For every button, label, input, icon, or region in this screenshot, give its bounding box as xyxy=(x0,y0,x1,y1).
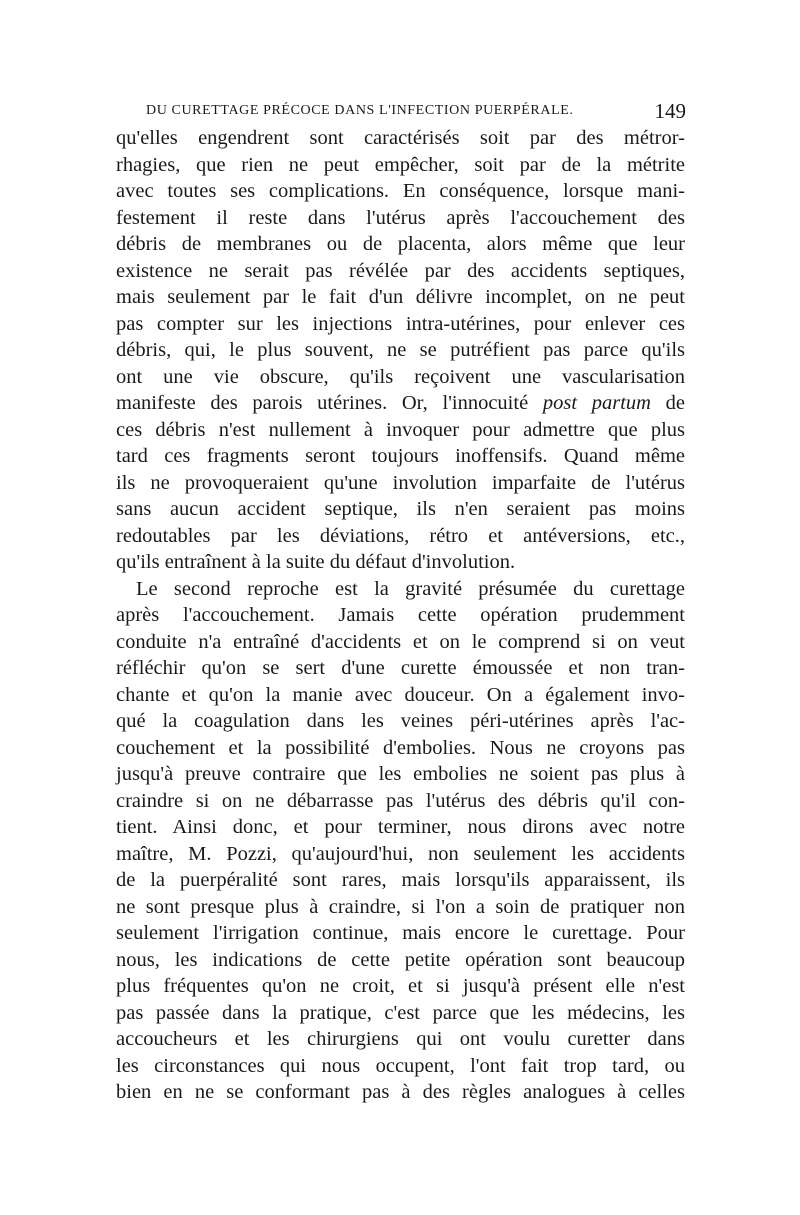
text-line: pas compter sur les injections intra-utérines, pour enlever ces xyxy=(116,312,685,335)
text-line: réfléchir qu'on se sert d'une curette émoussée et non tran- xyxy=(116,657,685,679)
text-segment: de xyxy=(665,392,685,414)
text-line: de la puerpéralité sont rares, mais lorsqu'ils apparaissent, ils xyxy=(116,869,685,891)
text-line: jusqu'à preuve contraire que les embolies ne soient pas plus à xyxy=(116,763,685,785)
text-line: débris de membranes ou de placenta, alors même que leur xyxy=(116,233,685,255)
text-line: plus fréquentes qu'on ne croit, et si jusqu'à présent elle n'est xyxy=(116,975,685,997)
text-line: tient. Ainsi donc, et pour terminer, nous dirons avec notre xyxy=(116,816,685,838)
text-line: redoutables par les déviations, rétro et antéversions, etc., xyxy=(116,524,685,547)
text-line: accoucheurs et les chirurgiens qui ont voulu curetter dans xyxy=(116,1028,685,1050)
text-line: qu'ils entraînent à la suite du défaut d'involution. xyxy=(116,551,516,573)
text-line: ces débris n'est nullement à invoquer pour admettre que plus xyxy=(116,418,685,441)
text-segment: manifeste des parois utérines. Or, l'innocuité xyxy=(116,392,529,414)
text-line-mixed xyxy=(116,390,685,417)
text-line: qué la coagulation dans les veines péri-utérines après l'ac- xyxy=(116,710,685,732)
text-line: nous, les indications de cette petite opération sont beaucoup xyxy=(116,948,685,971)
text-line: les circonstances qui nous occupent, l'ont fait trop tard, ou xyxy=(116,1054,685,1077)
page-number: 149 xyxy=(654,99,686,123)
text-line: sans aucun accident septique, ils n'en seraient pas moins xyxy=(116,498,685,520)
text-line: rhagies, que rien ne peut empêcher, soit par de la métrite xyxy=(116,153,685,176)
italic-phrase: post partum xyxy=(542,392,651,414)
text-line: conduite n'a entraîné d'accidents et on le comprend si on veut xyxy=(116,630,685,653)
text-line: couchement et la possibilité d'embolies. Nous ne croyons pas xyxy=(116,736,685,759)
text-line: seulement l'irrigation continue, mais encore le curettage. Pour xyxy=(116,922,685,944)
text-line: mais seulement par le fait d'un délivre incomplet, on ne peut xyxy=(116,286,685,308)
text-line: existence ne serait pas révélée par des accidents septiques, xyxy=(116,259,685,282)
text-line: pas passée dans la pratique, c'est parce que les médecins, les xyxy=(116,1001,685,1024)
text-line: tard ces fragments seront toujours inoffensifs. Quand même xyxy=(116,445,685,467)
text-line: ne sont presque plus à craindre, si l'on a soin de pratiquer non xyxy=(116,895,685,918)
text-line: ont une vie obscure, qu'ils reçoivent une vascularisation xyxy=(116,365,685,388)
text-line: bien en ne se conformant pas à des règles analogues à celles xyxy=(116,1081,685,1103)
text-line: Le second reproche est la gravité présumée du curettage xyxy=(136,577,685,600)
text-line: qu'elles engendrent sont caractérisés soit par des métror- xyxy=(116,127,685,149)
text-line: craindre si on ne débarrasse pas l'utérus des débris qu'il con- xyxy=(116,789,685,812)
text-line: après l'accouchement. Jamais cette opération prudemment xyxy=(116,604,685,626)
running-head: DU CURETTAGE PRÉCOCE DANS L'INFECTION PUERPÉRALE. xyxy=(146,103,574,118)
text-line: chante et qu'on la manie avec douceur. On a également invo- xyxy=(116,683,685,706)
page-header xyxy=(146,99,686,125)
text-line: festement il reste dans l'utérus après l'accouchement des xyxy=(116,206,685,229)
text-line: ils ne provoqueraient qu'une involution imparfaite de l'utérus xyxy=(116,471,685,494)
text-line: avec toutes ses complications. En conséquence, lorsque mani- xyxy=(116,180,685,202)
text-line: maître, M. Pozzi, qu'aujourd'hui, non seulement les accidents xyxy=(116,842,685,865)
body-text xyxy=(116,125,685,1106)
text-line: débris, qui, le plus souvent, ne se putréfient pas parce qu'ils xyxy=(116,339,685,361)
